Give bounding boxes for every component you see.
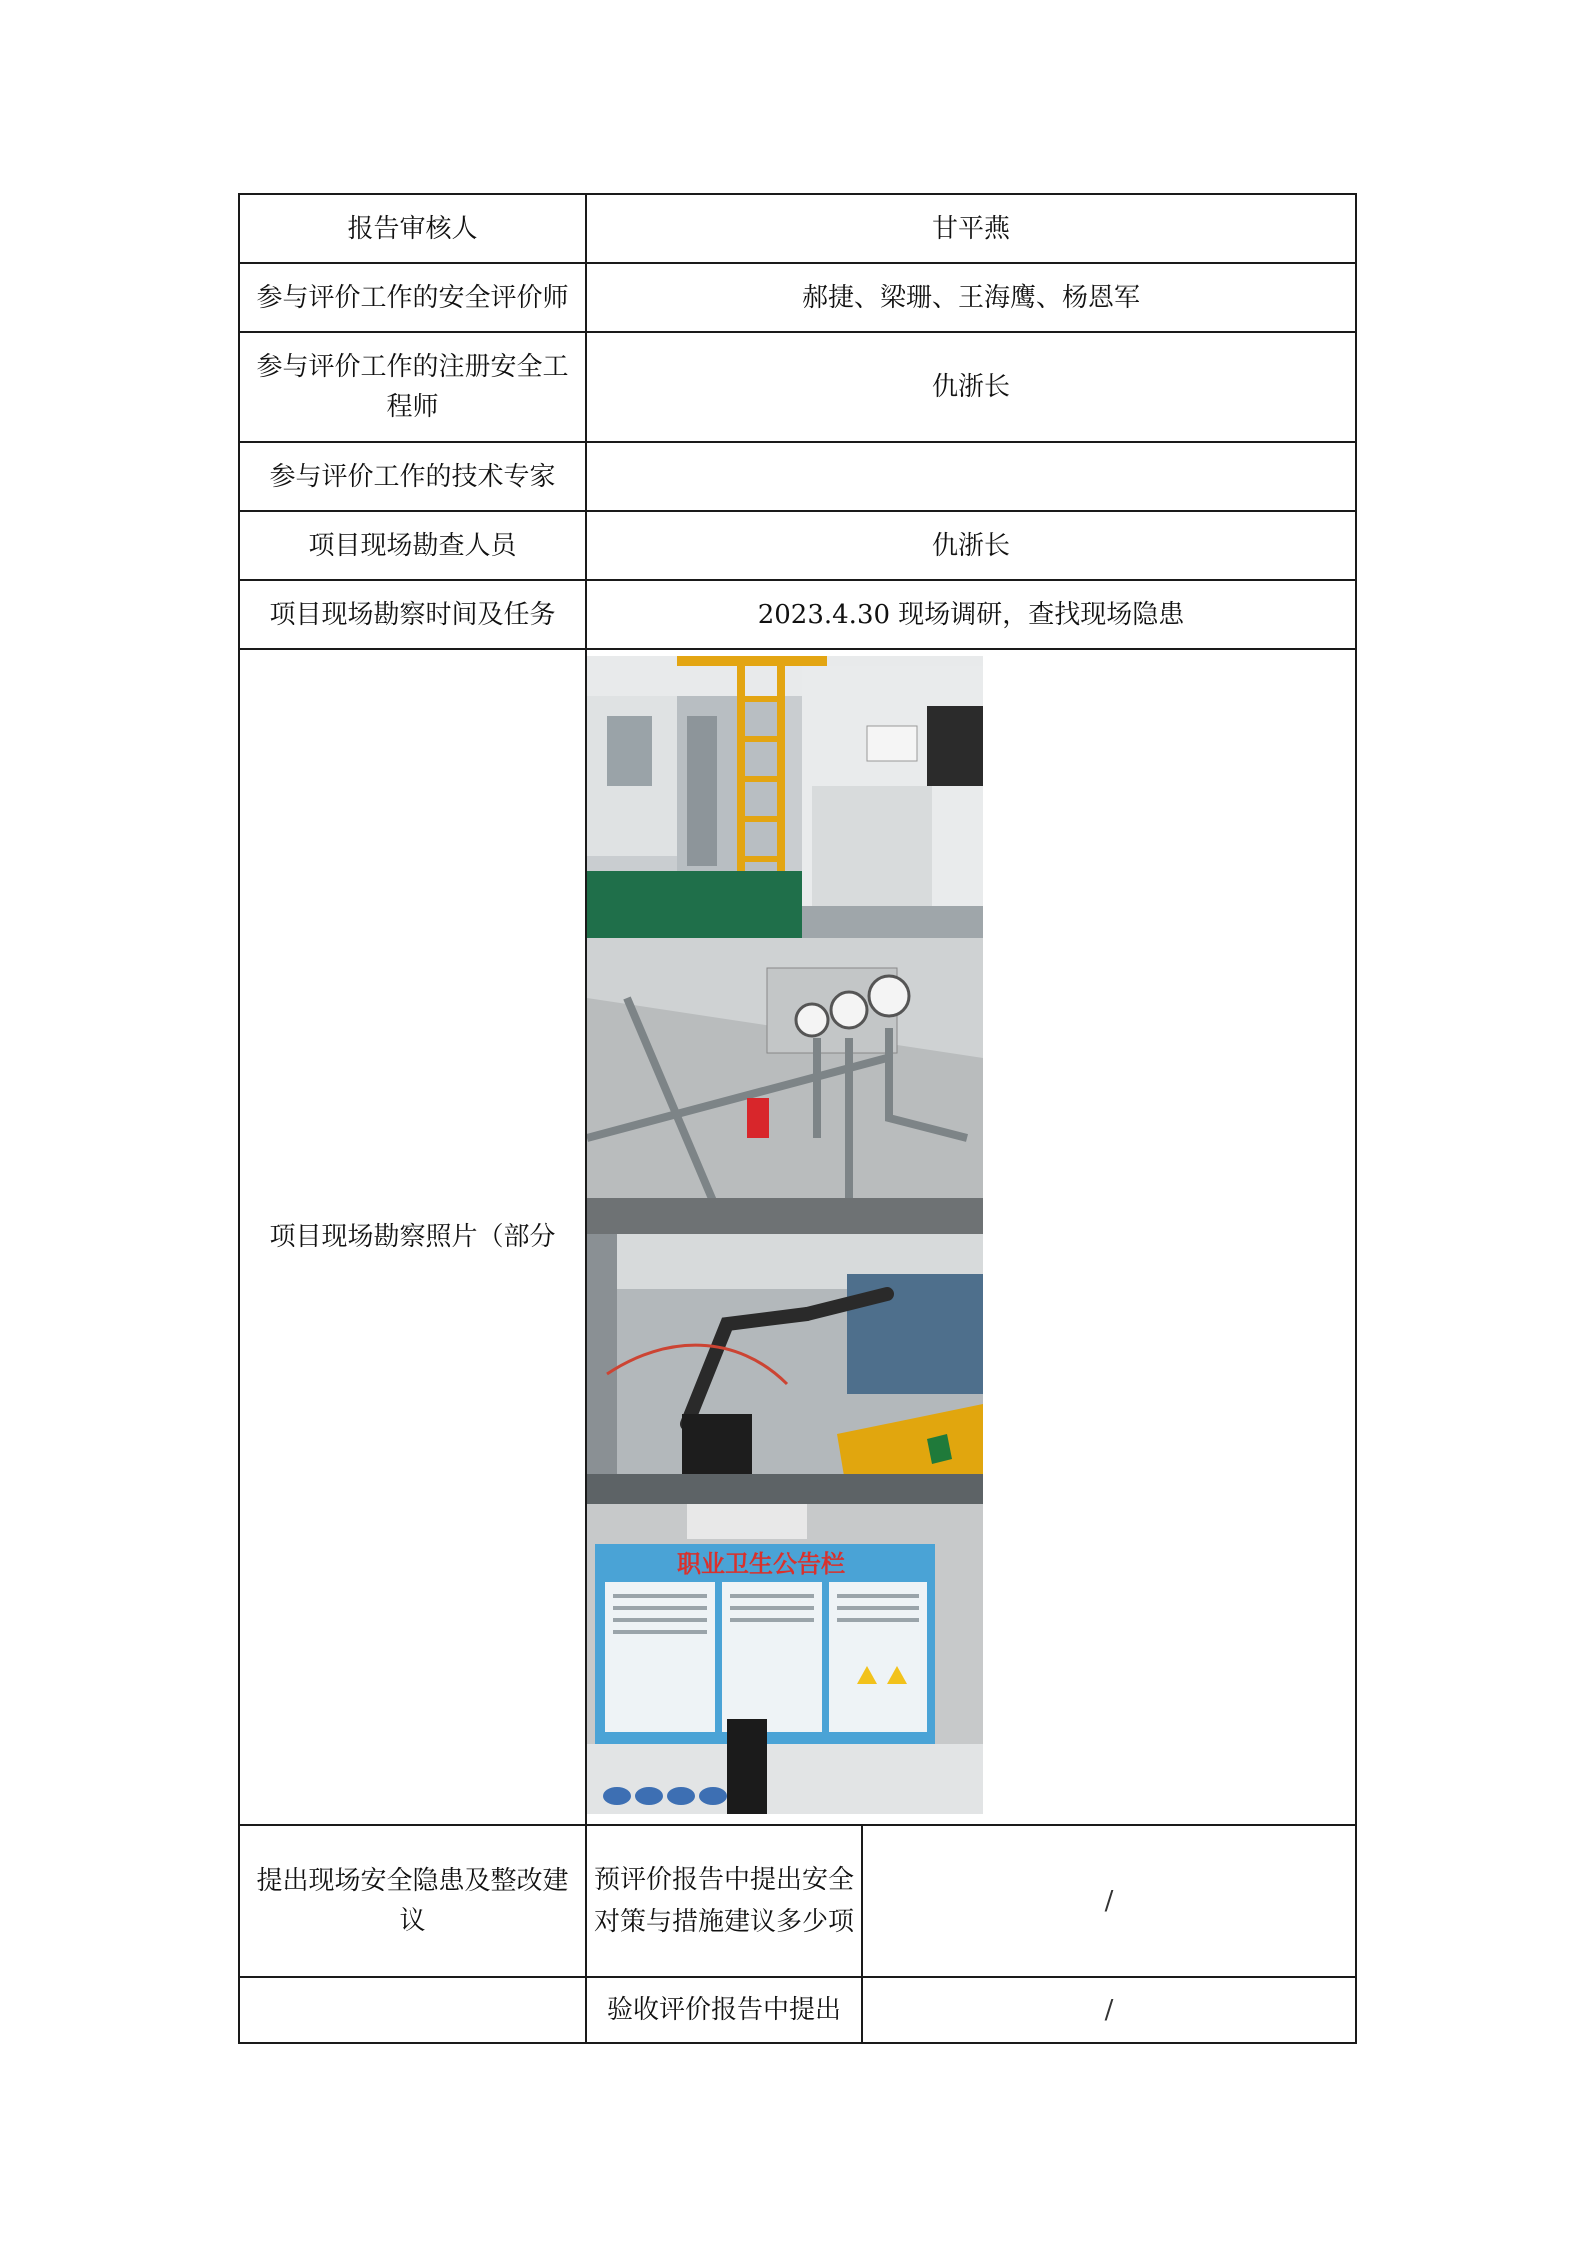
hazards-label: 提出现场安全隐患及整改建议: [239, 1825, 586, 1977]
photo-pipes-gauges-icon: [587, 938, 983, 1234]
table-row: [239, 511, 1356, 580]
row-value: 仇浙长: [586, 511, 1356, 580]
photo-welding-robot-icon: [587, 1234, 983, 1504]
row-value: 仇浙长: [586, 332, 1356, 442]
table-row: [239, 194, 1356, 263]
table-row: [239, 263, 1356, 332]
pre-eval-label: 预评价报告中提出安全对策与措施建议多少项: [586, 1825, 862, 1977]
table-row: [239, 442, 1356, 511]
row-label: 参与评价工作的安全评价师: [239, 263, 586, 332]
photos-row: [239, 649, 1356, 1825]
row-value: 2023.4.30 现场调研，查找现场隐患: [586, 580, 1356, 649]
photos-label: 项目现场勘察照片（部分: [239, 649, 586, 1825]
table-row: [239, 332, 1356, 442]
pre-eval-value: /: [862, 1825, 1356, 1977]
row-label: 报告审核人: [239, 194, 586, 263]
row-label: 参与评价工作的注册安全工程师: [239, 332, 586, 442]
row-label: 项目现场勘查人员: [239, 511, 586, 580]
acceptance-label: 验收评价报告中提出: [586, 1977, 862, 2043]
hazards-row: [239, 1825, 1356, 1977]
photo-stack: [587, 650, 1355, 1824]
photos-cell: [586, 649, 1356, 1825]
row-value: 郝捷、梁珊、王海鹰、杨恩军: [586, 263, 1356, 332]
notice-board-title: 职业卫生公告栏: [677, 1550, 845, 1578]
row-value: 甘平燕: [586, 194, 1356, 263]
acceptance-value: /: [862, 1977, 1356, 2043]
acceptance-row: [239, 1977, 1356, 2043]
row-label: 项目现场勘察时间及任务: [239, 580, 586, 649]
table-row: [239, 580, 1356, 649]
row-label: 参与评价工作的技术专家: [239, 442, 586, 511]
photo-workshop-ladder-icon: [587, 656, 983, 938]
acceptance-empty-cell: [239, 1977, 586, 2043]
photo-notice-board-icon: [587, 1504, 983, 1814]
row-value: [586, 442, 1356, 511]
evaluation-info-table: [238, 193, 1357, 2044]
